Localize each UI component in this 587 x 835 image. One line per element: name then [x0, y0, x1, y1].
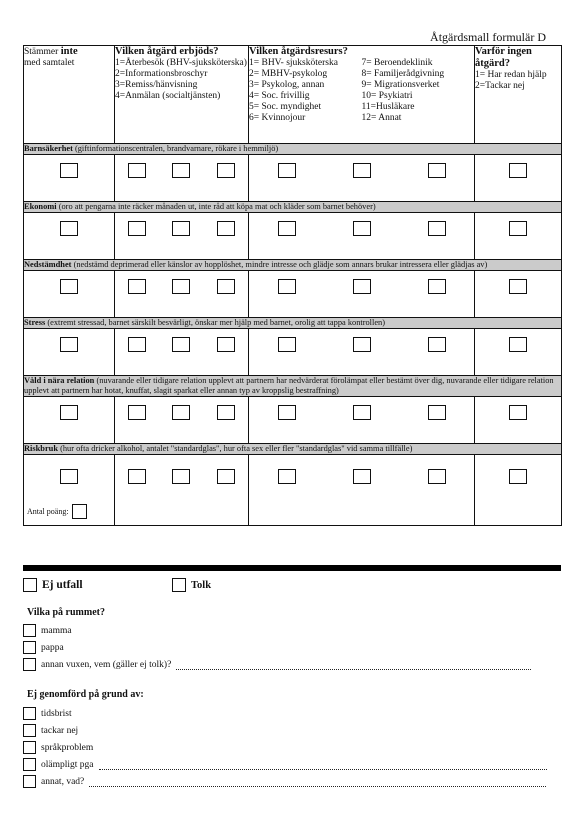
- antal-poang-box[interactable]: [72, 504, 87, 519]
- action-table: [23, 45, 562, 526]
- tolk-option[interactable]: Tolk: [172, 578, 211, 592]
- row-nedstamdhet: [24, 271, 562, 318]
- section-nedstamdhet: Nedstämdhet (nedstämd deprimerad eller känslor av hopplöshet, mindre intresse och glädje som annars brukar intressera eller glädjas av): [24, 260, 562, 271]
- checkbox[interactable]: [278, 279, 296, 294]
- checkbox[interactable]: [172, 405, 190, 420]
- row-vald: [24, 397, 562, 444]
- section-vald: Våld i nära relation (nuvarande eller tidigare relation upplevt att partnern har nedvärderat förolämpat eller bestämt över dig, nuvarande eller tidigare relation upplevt att partnern har hotat, knuffat, slagit sparkat eller annan typ av kroppslig bestraffning): [24, 376, 562, 397]
- checkbox[interactable]: [172, 337, 190, 352]
- write-line[interactable]: [99, 760, 547, 770]
- row-stress: [24, 329, 562, 376]
- checkbox[interactable]: [217, 405, 235, 420]
- checkbox[interactable]: [23, 741, 36, 754]
- checkbox[interactable]: [217, 163, 235, 178]
- checkbox[interactable]: [278, 163, 296, 178]
- checkbox[interactable]: [23, 724, 36, 737]
- checkbox[interactable]: [23, 658, 36, 671]
- header-col-inte: Stämmer inte med samtalet: [24, 46, 115, 144]
- checkbox[interactable]: [60, 221, 78, 236]
- checkbox[interactable]: [353, 221, 371, 236]
- write-line[interactable]: [176, 660, 531, 670]
- checkbox[interactable]: [217, 221, 235, 236]
- checkbox[interactable]: [353, 337, 371, 352]
- section-stress: Stress (extremt stressad, barnet särskilt besvärligt, önskar mer hjälp med barnet, orolig att tappa kontrollen): [24, 318, 562, 329]
- checkbox[interactable]: [172, 469, 190, 484]
- checkbox[interactable]: [278, 337, 296, 352]
- checkbox[interactable]: [428, 221, 446, 236]
- section-barnsakerhet: Barnsäkerhet (giftinformationscentralen, brandvarnare, rökare i hemmiljö): [24, 144, 562, 155]
- checkbox[interactable]: [428, 279, 446, 294]
- checkbox[interactable]: [428, 337, 446, 352]
- antal-poang: Antal poäng:: [27, 504, 87, 519]
- write-line[interactable]: [89, 777, 546, 787]
- checkbox[interactable]: [509, 221, 527, 236]
- checkbox[interactable]: [23, 624, 36, 637]
- checkbox[interactable]: [428, 163, 446, 178]
- checkbox[interactable]: [278, 221, 296, 236]
- checkbox[interactable]: [128, 405, 146, 420]
- reason-annat[interactable]: annat, vad?: [23, 775, 546, 788]
- vilka-title: Vilka på rummet?: [27, 607, 105, 618]
- vilka-item-mamma[interactable]: mamma: [23, 624, 72, 637]
- checkbox[interactable]: [60, 405, 78, 420]
- header-col-atgard: Vilken åtgärd erbjöds? 1=Återbesök (BHV-sjuksköterska) 2=Informationsbroschyr 3=Remiss/hänvisning 4=Anmälan (socialtjänsten): [115, 46, 249, 144]
- reason-olampligt[interactable]: olämpligt pga: [23, 758, 547, 771]
- form-id: Åtgärdsmall formulär D: [430, 30, 546, 44]
- ej-utfall-checkbox[interactable]: [23, 578, 37, 592]
- ej-genomford-title: Ej genomförd på grund av:: [27, 689, 144, 700]
- checkbox[interactable]: [23, 758, 36, 771]
- checkbox[interactable]: [60, 337, 78, 352]
- checkbox[interactable]: [172, 163, 190, 178]
- checkbox[interactable]: [60, 279, 78, 294]
- reason-sprakproblem[interactable]: språkproblem: [23, 741, 93, 754]
- ej-utfall-option[interactable]: Ej utfall: [23, 578, 83, 592]
- header-col-varfor: Varför ingen åtgärd? 1= Har redan hjälp 2=Tackar nej: [475, 46, 562, 144]
- checkbox[interactable]: [23, 641, 36, 654]
- checkbox[interactable]: [509, 279, 527, 294]
- divider-bar: [23, 565, 561, 571]
- checkbox[interactable]: [353, 405, 371, 420]
- checkbox[interactable]: [428, 469, 446, 484]
- checkbox[interactable]: [60, 469, 78, 484]
- vilka-item-pappa[interactable]: pappa: [23, 641, 64, 654]
- checkbox[interactable]: [428, 405, 446, 420]
- checkbox[interactable]: [278, 405, 296, 420]
- checkbox[interactable]: [128, 469, 146, 484]
- checkbox[interactable]: [353, 163, 371, 178]
- section-riskbruk: Riskbruk (hur ofta dricker alkohol, antalet "standardglas", hur ofta sex eller fler "standardglas" vid samma tillfälle): [24, 444, 562, 455]
- checkbox[interactable]: [217, 279, 235, 294]
- row-ekonomi: [24, 213, 562, 260]
- section-ekonomi: Ekonomi (oro att pengarna inte räcker månaden ut, inte råd att köpa mat och kläder som barnet behöver): [24, 202, 562, 213]
- checkbox[interactable]: [128, 163, 146, 178]
- checkbox[interactable]: [278, 469, 296, 484]
- checkbox[interactable]: [353, 469, 371, 484]
- checkbox[interactable]: [509, 163, 527, 178]
- checkbox[interactable]: [509, 405, 527, 420]
- checkbox[interactable]: [217, 469, 235, 484]
- checkbox[interactable]: [23, 775, 36, 788]
- checkbox[interactable]: [509, 337, 527, 352]
- reason-tackar-nej[interactable]: tackar nej: [23, 724, 78, 737]
- row-riskbruk: [24, 455, 562, 526]
- checkbox[interactable]: [23, 707, 36, 720]
- vilka-item-annan[interactable]: annan vuxen, vem (gäller ej tolk)?: [23, 658, 531, 671]
- checkbox[interactable]: [60, 163, 78, 178]
- checkbox[interactable]: [172, 221, 190, 236]
- checkbox[interactable]: [353, 279, 371, 294]
- checkbox[interactable]: [128, 337, 146, 352]
- header-col-resurs: Vilken åtgärdsresurs? 1= BHV- sjuksköterska 2= MBHV-psykolog 3= Psykolog, annan 4= Soc. frivillig 5= Soc. myndighet 6= Kvinnojour 7= Beroendeklinik 8= Familjerådgivning 9= Migrationsverket 10= Psykiatri 11=Husläkare 12= Annat: [249, 46, 475, 144]
- reason-tidsbrist[interactable]: tidsbrist: [23, 707, 72, 720]
- checkbox[interactable]: [172, 279, 190, 294]
- checkbox[interactable]: [128, 279, 146, 294]
- table-header: [24, 46, 562, 144]
- checkbox[interactable]: [217, 337, 235, 352]
- checkbox[interactable]: [509, 469, 527, 484]
- tolk-checkbox[interactable]: [172, 578, 186, 592]
- row-barnsakerhet: [24, 155, 562, 202]
- checkbox[interactable]: [128, 221, 146, 236]
